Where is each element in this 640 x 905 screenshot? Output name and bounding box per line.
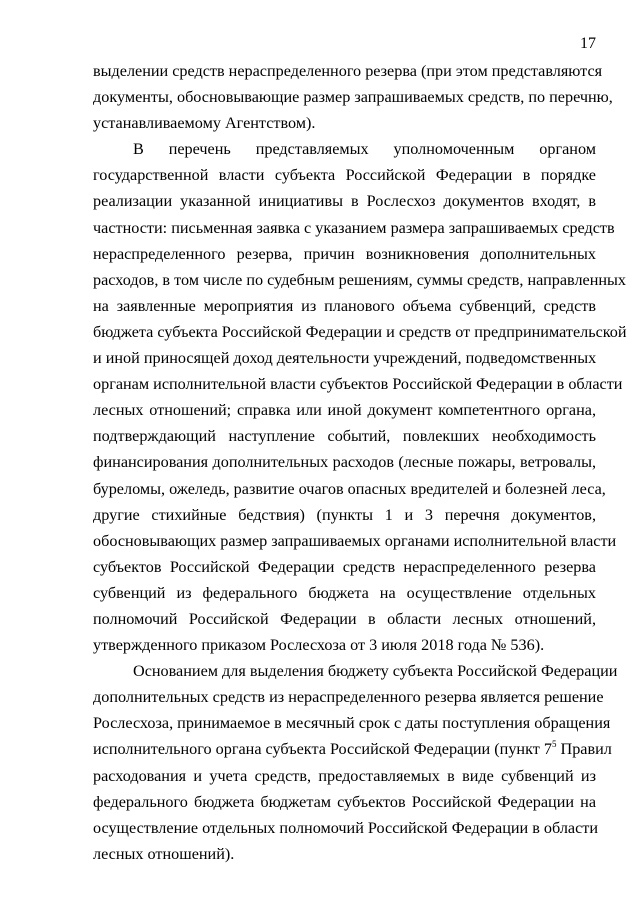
text-segment: исполнительного органа субъекта Российской Федерации (пункт 7 [93,740,552,759]
text-line: лесных отношений). [93,844,235,863]
body-text [93,58,627,867]
text-line: и иной приносящей доход деятельности учреждений, подведомственных [93,349,597,368]
text-line [93,736,612,762]
text-line: подтверждающий наступление событий, повлекших необходимость [93,427,596,446]
text-line: устанавливаемому Агентством). [93,114,316,133]
text-line: В перечень представляемых уполномоченным органом [133,140,596,159]
text-line: другие стихийные бедствия) (пункты 1 и 3 перечня документов, [93,505,596,524]
text-line: финансирования дополнительных расходов (лесные пожары, ветровалы, [93,453,596,472]
text-line: государственной власти субъекта Российской Федерации в порядке [93,166,596,185]
text-line: нераспределенного резерва, причин возникновения дополнительных [93,244,596,263]
text-line: Основанием для выделения бюджету субъекта Российской Федерации [133,662,618,681]
text-line: реализации указанной инициативы в Рослесхоз документов входят, в [93,192,596,211]
text-line: расходов, в том числе по судебным решениям, суммы средств, направленных [93,270,627,289]
text-line: утвержденного приказом Рослесхоза от 3 июля 2018 года № 536). [93,636,545,655]
text-line: расходования и учета средств, предоставляемых в виде субвенций из [93,766,596,785]
text-line: дополнительных средств из нераспределенного резерва является решение [93,688,604,707]
text-line: полномочий Российской Федерации в области лесных отношений, [93,609,596,628]
page-number: 17 [580,35,596,52]
text-line: выделении средств нераспределенного резерва (при этом представляются [93,62,603,80]
text-line: субъектов Российской Федерации средств нераспределенного резерва [93,557,596,576]
superscript: 5 [551,739,557,750]
text-line: Рослесхоза, принимаемое в месячный срок с даты поступления обращения [93,714,611,733]
text-line: документы, обосновывающие размер запрашиваемых средств, по перечню, [93,88,613,107]
text-line: бюджета субъекта Российской Федерации и средств от предпринимательской [93,322,627,341]
text-line: органам исполнительной власти субъектов Российской Федерации в области [93,375,623,394]
text-segment: Правил [556,740,612,759]
text-line: обосновывающих размер запрашиваемых органами исполнительной власти [93,531,617,550]
text-line: субвенций из федерального бюджета на осуществление отдельных [93,583,596,602]
text-line: частности: письменная заявка с указанием размера запрашиваемых средств [93,218,615,237]
text-line: федерального бюджета бюджетам субъектов Российской Федерации на [93,792,596,811]
text-line: буреломы, ожеледь, развитие очагов опасных вредителей и болезней леса, [93,479,606,498]
text-line: на заявленные мероприятия из планового объема субвенций, средств [93,296,596,315]
text-line: лесных отношений; справка или иной документ компетентного органа, [93,401,596,420]
text-line: осуществление отдельных полномочий Российской Федерации в области [93,818,599,837]
